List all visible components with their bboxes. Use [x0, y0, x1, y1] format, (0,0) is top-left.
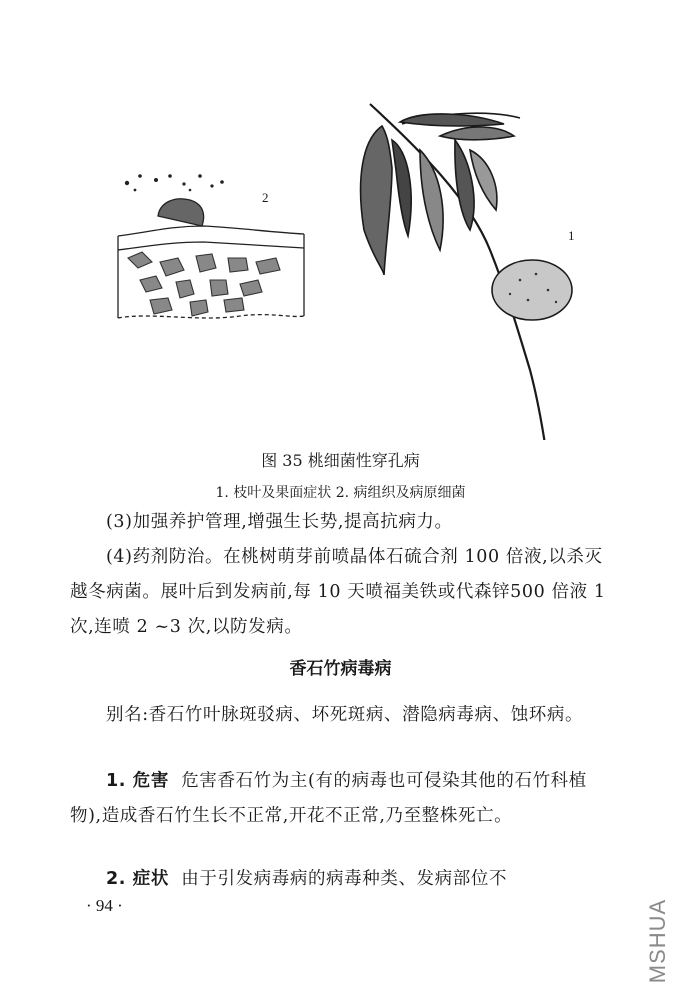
watermark — [642, 886, 674, 996]
symptom-label: 2. 症状 — [106, 869, 169, 889]
paragraph-symptom — [70, 862, 618, 897]
paragraph-step-4: (4)药剂防治。在桃树萌芽前喷晶体石硫合剂 100 倍液,以杀灭越冬病菌。展叶后到发病前,每 10 天喷福美铁或代森锌500 倍液 1 次,连喷 2 ~3 次,以防发病。 — [70, 547, 606, 637]
harm-text: 危害香石竹为主(有的病毒也可侵染其他的石竹科植物),造成香石竹生长不正常,开花不正常,乃至整株死亡。 — [70, 771, 587, 826]
section-heading: 香石竹病毒病 — [289, 659, 392, 679]
figure-illustration — [0, 0, 681, 440]
symptom-text: 由于引发病毒病的病毒种类、发病部位不 — [181, 869, 508, 889]
page-number: · 94 · — [86, 896, 123, 915]
bacteria-dots — [125, 174, 224, 191]
harm-label: 1. 危害 — [106, 771, 169, 791]
tissue-section-drawing — [118, 174, 304, 318]
paragraph-alias: 别名:香石竹叶脉斑驳病、坏死斑病、潜隐病毒病、蚀环病。 — [106, 705, 584, 725]
paragraph-harm — [70, 764, 618, 834]
figure-caption-title: 图 35 桃细菌性穿孔病 — [261, 451, 420, 470]
watermark-text: MSHUA — [645, 898, 670, 984]
figure-caption-subtitle: 1. 枝叶及果面症状 2. 病组织及病原细菌 — [215, 485, 466, 501]
panel-label-1: 1 — [568, 228, 575, 243]
branch-drawing — [361, 104, 572, 440]
panel-label-2: 2 — [262, 190, 269, 205]
paragraph-step-3: (3)加强养护管理,增强生长势,提高抗病力。 — [106, 512, 453, 532]
figure-drawing — [0, 0, 681, 440]
